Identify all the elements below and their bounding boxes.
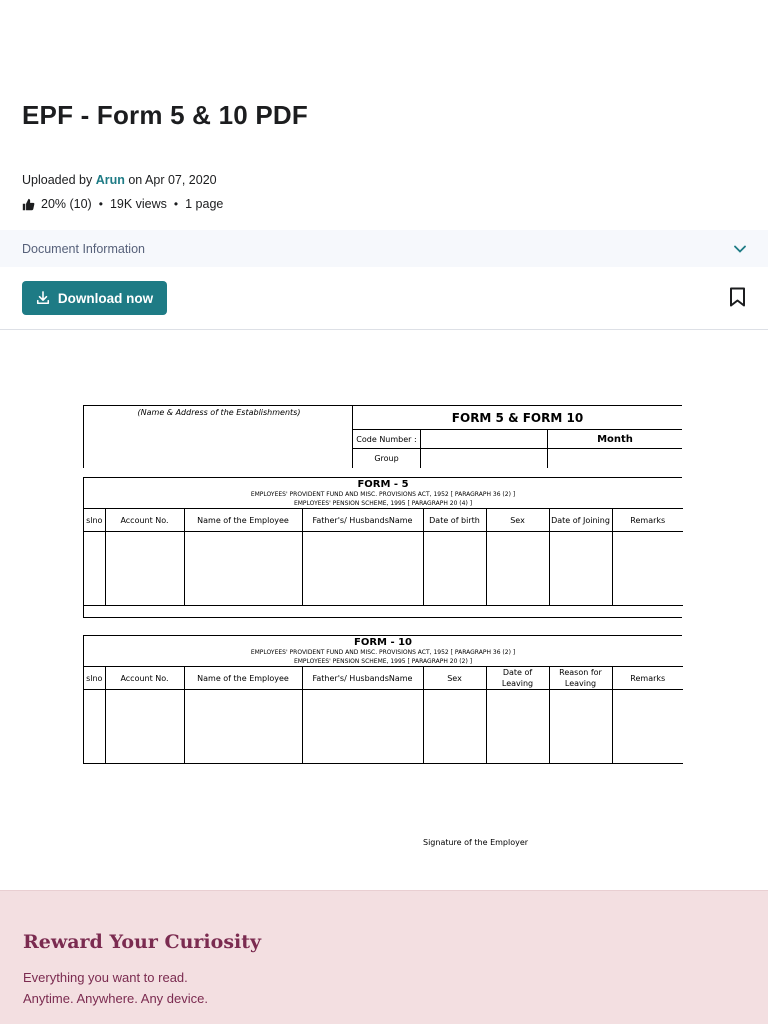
form-5-heading: FORM - 5 [84, 477, 682, 490]
separator-dot: • [98, 197, 103, 211]
group-value [421, 449, 548, 468]
column-header: Name of the Employee [184, 509, 302, 532]
page-title: EPF - Form 5 & 10 PDF [22, 100, 308, 130]
rating: 20% (10) [41, 197, 92, 211]
promo-banner [0, 890, 768, 1024]
month-label: Month [597, 434, 633, 445]
bookmark-icon[interactable] [729, 287, 746, 307]
establishment-label: (Name & Address of the Establishments) [137, 408, 301, 417]
column-header: Remarks [612, 509, 683, 532]
uploaded-date: on Apr 07, 2020 [128, 173, 217, 187]
document-preview [0, 330, 768, 890]
form-5-footer-row [84, 606, 682, 618]
column-header: slno [84, 667, 105, 690]
column-header: Father's/ HusbandsName [302, 509, 423, 532]
table-row [84, 532, 683, 606]
thumbs-up-icon[interactable] [22, 198, 35, 211]
code-number-value [421, 430, 548, 449]
promo-line-2: Anytime. Anywhere. Any device. [23, 991, 208, 1006]
page-count: 1 page [185, 197, 224, 211]
download-label: Download now [57, 290, 154, 306]
form-header [83, 405, 682, 467]
employer-signature-label: Signature of the Employer [423, 838, 529, 847]
column-header: Sex [423, 667, 486, 690]
form-5-act-line: EMPLOYEES' PROVIDENT FUND AND MISC. PROVISIONS ACT, 1952 [ PARAGRAPH 36 (2) ] [250, 491, 516, 498]
document-information-label: Document Information [22, 241, 145, 256]
establishment-box [83, 406, 353, 468]
table-row [84, 690, 683, 764]
chevron-down-icon [734, 245, 746, 253]
column-header: Remarks [612, 667, 683, 690]
document-stats [22, 197, 223, 211]
column-header: Date of Leaving [486, 667, 549, 690]
uploaded-prefix: Uploaded by [22, 173, 93, 187]
column-header: Sex [486, 509, 549, 532]
column-header: Date of birth [423, 509, 486, 532]
form-10-heading: FORM - 10 [84, 635, 682, 648]
form-5-scheme-line: EMPLOYEES' PENSION SCHEME, 1995 [ PARAGRAPH 20 (4) ] [293, 500, 473, 507]
form-10-section [83, 635, 682, 764]
group-row [353, 449, 682, 468]
table-header-row [84, 667, 683, 690]
promo-line-1: Everything you want to read. [23, 970, 188, 985]
form-5-table [84, 508, 683, 606]
column-header: Account No. [105, 509, 184, 532]
form-10-act-line: EMPLOYEES' PROVIDENT FUND AND MISC. PROVISIONS ACT, 1952 [ PARAGRAPH 36 (2) ] [250, 649, 516, 656]
code-number-row [353, 430, 682, 449]
form-title: FORM 5 & FORM 10 [353, 406, 682, 430]
form-10-table [84, 666, 683, 764]
author-link[interactable]: Arun [95, 173, 125, 187]
column-header: Date of Joining [549, 509, 612, 532]
document-information-toggle[interactable] [0, 230, 768, 267]
upload-info [22, 173, 217, 187]
column-header: Reason for Leaving [549, 667, 612, 690]
table-header-row [84, 509, 683, 532]
download-icon [36, 291, 50, 305]
views-count: 19K views [109, 197, 167, 211]
column-header: Name of the Employee [184, 667, 302, 690]
group-label: Group [353, 449, 421, 468]
form-10-scheme-line: EMPLOYEES' PENSION SCHEME, 1995 [ PARAGRAPH 20 (2) ] [293, 658, 473, 665]
column-header: slno [84, 509, 105, 532]
column-header: Account No. [105, 667, 184, 690]
separator-dot: • [173, 197, 179, 211]
promo-heading: Reward Your Curiosity [23, 931, 262, 953]
column-header: Father's/ HusbandsName [302, 667, 423, 690]
code-number-label: Code Number : [353, 430, 421, 449]
download-button[interactable] [22, 281, 167, 315]
form-5-section [83, 477, 682, 618]
